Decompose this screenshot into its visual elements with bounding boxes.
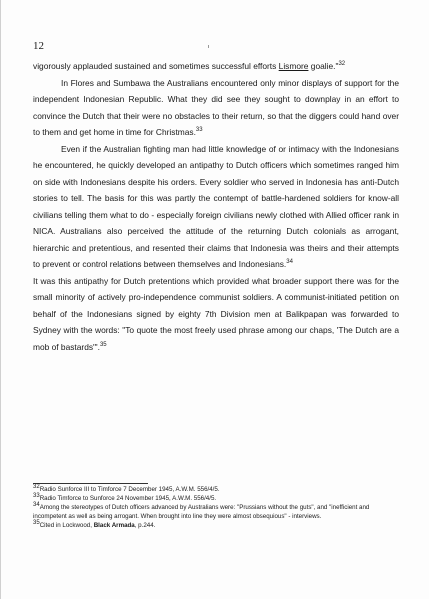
footnote: $^{33}$Radio Timforce to Sunforce 24 November 1945, A.W.M. 556/4/5. (33, 493, 217, 503)
footnote-ref: 34 (286, 259, 293, 266)
page-number: 12 (33, 40, 44, 52)
paragraph: vigorously applauded sustained and sometimes successful efforts Lismore goalie."$^{32}$ (33, 61, 346, 71)
paragraph: Even if the Australian fighting man had little knowledge of or intimacy with the Indonesians he encountered, he quickly developed an antipathy to Dutch officers which sometimes ranged him on side with Indonesians despite his orders. Every soldier who served in Indonesia has anti-Dutch stories to tell. The basis for this was partly the contempt of battle-hardened soldiers for know-all civilians telling them what to do - especially foreign civilians newly clothed with Allied officer rank in NICA. Australians also perceived the attitude of the returning Dutch colonials as arrogant, hierarchic and pretentious, and resented their claims that Indonesia was theirs and their attempts to prevent or control relations between themselves and Indonesians.$^{34}$ (33, 143, 399, 269)
underlined-word: Lismore (278, 61, 309, 71)
footnote-divider (33, 483, 148, 484)
footnote-ref: 35 (99, 341, 107, 348)
scan-speck (208, 45, 209, 48)
paragraph: In Flores and Sumbawa the Australians encountered only minor displays of support for the independent Indonesian Republic. What they did see they sought to downplay in an effort to convince the Dutch that their were no obstacles to their return, so that the diggers could hand over to them and get home in time for Christmas.$^{33}$ (33, 77, 399, 137)
footnote: $^{34}$Among the stereotypes of Dutch officers advanced by Australians were: "Prussians without the guts", and "inefficient and incompetent as well as being arrogant. When brought into line they were almost obsequious" - interviews. (33, 502, 370, 520)
footnotes (33, 483, 399, 531)
footnote: $^{32}$Radio Sunforce III to Timforce 7 December 1945, A.W.M. 556/4/5. (33, 483, 220, 493)
body-text (33, 58, 399, 355)
paragraph: It was this antipathy for Dutch pretentions which provided what broader support there was for the small minority of actively pro-independence communist soldiers. A communist-initiated petition on behalf of the Indonesians signed by eighty 7th Division men at Balikpapan was forwarded to Sydney with the words: "To quote the most freely used phrase among our chaps, 'The Dutch are a mob of bastards'".$^{35}$ (33, 275, 399, 352)
footnote-ref: 32 (338, 61, 346, 68)
book-title: Black Armada (93, 521, 135, 529)
footnote: $^{35}$Cited in Lockwood, Black Armada, p.244. (33, 519, 156, 529)
footnote-ref: 33 (195, 127, 203, 134)
